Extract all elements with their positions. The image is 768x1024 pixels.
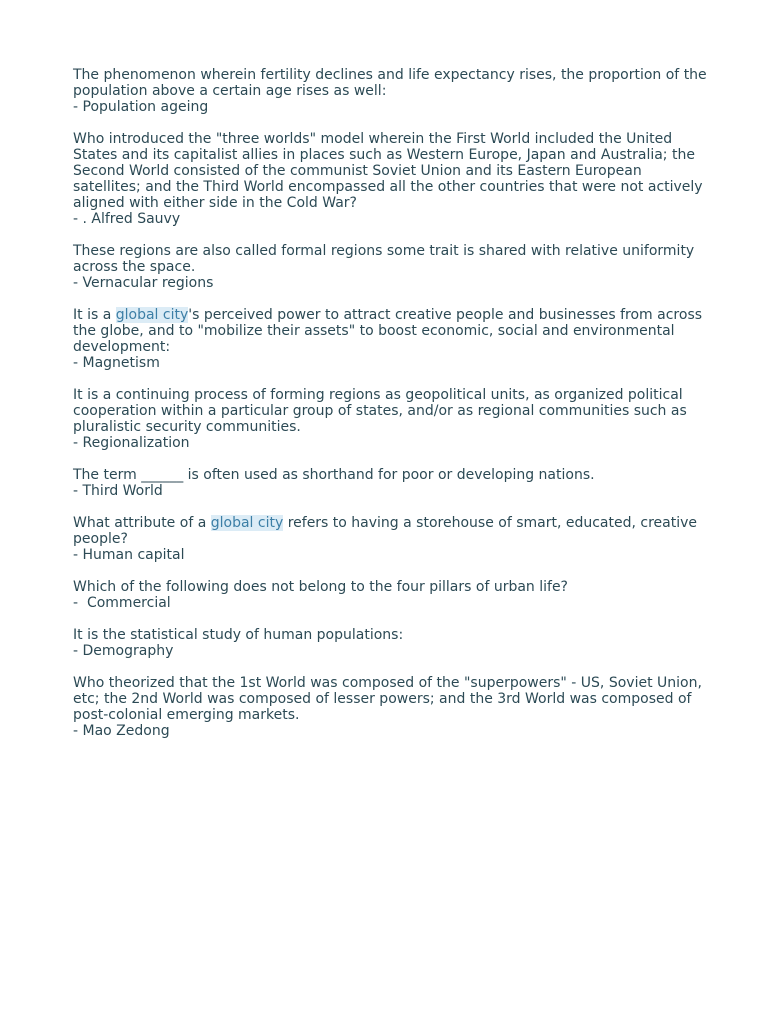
global-city-link[interactable]: global city (210, 515, 284, 531)
answer-text: - . Alfred Sauvy (73, 211, 181, 227)
answer-text: - Population ageing (73, 99, 209, 115)
question-text-start: It is a (73, 307, 116, 323)
question-text (73, 515, 713, 547)
answer-text: - Human capital (73, 547, 185, 563)
question-text: Which of the following does not belong to the four pillars of urban life? (73, 579, 568, 595)
qa-item (73, 387, 713, 451)
answer-text: - Demography (73, 643, 174, 659)
qa-item (73, 579, 713, 611)
qa-item (73, 131, 713, 227)
answer-text: - Third World (73, 483, 163, 499)
question-text: Who introduced the "three worlds" model wherein the First World included the United States and its capitalist allies in places such as Western Europe, Japan and Australia; the Second World consisted of the communist Soviet Union and its Eastern European satellites; and the Third World encompassed all the other countries that were not actively aligned with either side in the Cold War? (73, 131, 703, 211)
qa-item (73, 467, 713, 499)
qa-item (73, 67, 713, 115)
qa-item (73, 627, 713, 659)
question-text-end: 's perceived power to attract creative people and businesses from across the globe, and to "mobilize their assets" to boost economic, social and environmental development: (73, 307, 703, 355)
question-text (73, 307, 713, 355)
document-page (73, 67, 713, 755)
global-city-link[interactable]: global city (115, 307, 189, 323)
answer-text: - Mao Zedong (73, 723, 170, 739)
question-text: It is the statistical study of human populations: (73, 627, 404, 643)
question-text-end: refers to having a storehouse of smart, educated, creative people? (73, 515, 698, 547)
answer-text: - Regionalization (73, 435, 190, 451)
qa-item (73, 307, 713, 371)
question-text: These regions are also called formal regions some trait is shared with relative uniformity across the space. (73, 243, 695, 275)
answer-text: - Vernacular regions (73, 275, 214, 291)
question-text-start: What attribute of a (73, 515, 211, 531)
qa-item (73, 675, 713, 739)
answer-text: - Commercial (73, 595, 171, 611)
question-text: Who theorized that the 1st World was composed of the "superpowers" - US, Soviet Union, etc; the 2nd World was composed of lesser powers; and the 3rd World was composed of post-colonial emerging markets. (73, 675, 702, 723)
qa-item (73, 515, 713, 563)
question-text: The term ______ is often used as shorthand for poor or developing nations. (73, 467, 595, 483)
answer-text: - Magnetism (73, 355, 160, 371)
qa-item (73, 243, 713, 291)
question-text: It is a continuing process of forming regions as geopolitical units, as organized political cooperation within a particular group of states, and/or as regional communities such as pluralistic security communities. (73, 387, 687, 435)
question-text: The phenomenon wherein fertility declines and life expectancy rises, the proportion of the population above a certain age rises as well: (73, 67, 707, 99)
